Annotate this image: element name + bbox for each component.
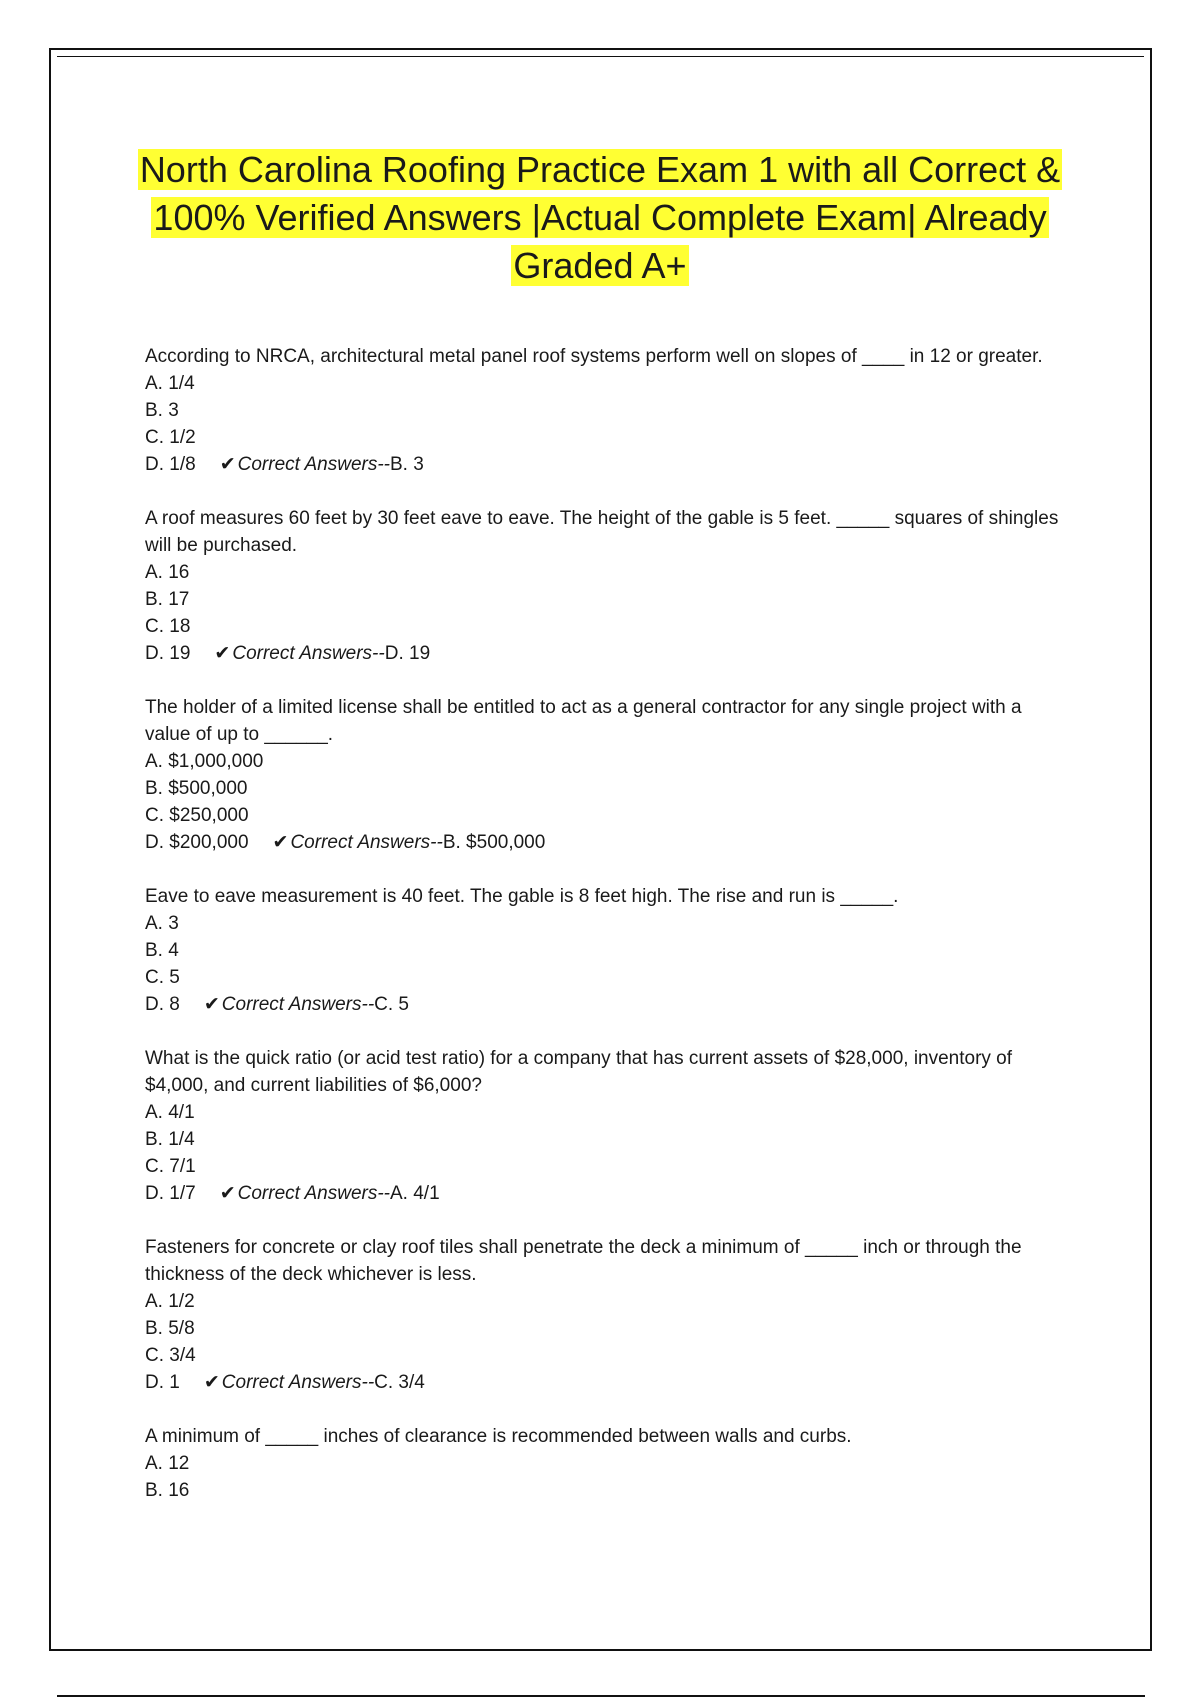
option-d-line [145, 1180, 1065, 1207]
correct-answer [204, 994, 409, 1015]
option-d-line [145, 451, 1065, 478]
check-mark-icon: ✔ [272, 832, 289, 853]
option-d: D. $200,000 [145, 832, 249, 853]
option-a: A. 1/2 [145, 1291, 195, 1312]
question-text: A minimum of _____ inches of clearance is recommended between walls and curbs. [145, 1426, 852, 1447]
question-7 [145, 1423, 1065, 1504]
answer-value: B. $500,000 [442, 832, 546, 853]
answer-prefix: Correct Answers-- [237, 1183, 390, 1204]
option-c: C. 18 [145, 616, 191, 637]
correct-answer [220, 454, 424, 475]
answer-prefix: Correct Answers-- [221, 994, 375, 1015]
correct-answer [214, 643, 430, 664]
answer-value: C. 3/4 [374, 1372, 425, 1393]
answer-prefix: Correct Answers-- [237, 454, 390, 475]
option-d: D. 8 [145, 994, 180, 1015]
page-bottom-rule [57, 1695, 1145, 1697]
option-d: D. 1/8 [145, 454, 196, 475]
check-mark-icon: ✔ [203, 994, 220, 1015]
question-4 [145, 883, 1065, 1018]
question-5 [145, 1045, 1065, 1207]
option-d-line [145, 829, 1065, 856]
option-a: A. $1,000,000 [145, 751, 264, 772]
check-mark-icon: ✔ [219, 1183, 236, 1204]
check-mark-icon: ✔ [214, 643, 231, 664]
option-d-line [145, 640, 1065, 667]
answer-prefix: Correct Answers-- [290, 832, 443, 853]
correct-answer [204, 1372, 425, 1393]
option-d-line [145, 991, 1065, 1018]
question-text: A roof measures 60 feet by 30 feet eave to eave. The height of the gable is 5 feet. _____ squares of shingles will be purchased. [145, 508, 1059, 556]
option-d: D. 1/7 [145, 1183, 196, 1204]
question-6 [145, 1234, 1065, 1396]
option-a: A. 16 [145, 562, 190, 583]
option-b: B. 1/4 [145, 1129, 195, 1150]
correct-answer [220, 1183, 440, 1204]
option-a: A. 12 [145, 1453, 190, 1474]
question-text: Fasteners for concrete or clay roof tiles shall penetrate the deck a minimum of _____ inch or through the thickness of the deck whichever is less. [145, 1237, 1022, 1285]
question-text: What is the quick ratio (or acid test ratio) for a company that has current assets of $28,000, inventory of $4,000, and current liabilities of $6,000? [145, 1048, 1013, 1096]
option-b: B. 17 [145, 589, 190, 610]
question-text: According to NRCA, architectural metal panel roof systems perform well on slopes of ____ in 12 or greater. [145, 346, 1043, 367]
check-mark-icon: ✔ [203, 1372, 220, 1393]
option-c: C. $250,000 [145, 805, 249, 826]
option-b: B. 16 [145, 1480, 190, 1501]
option-b: B. $500,000 [145, 778, 248, 799]
question-3 [145, 694, 1065, 856]
option-a: A. 3 [145, 913, 179, 934]
frame-top-rule [57, 56, 1144, 57]
question-text: The holder of a limited license shall be entitled to act as a general contractor for any single project with a value of up to ______. [145, 697, 1022, 745]
option-d: D. 19 [145, 643, 191, 664]
answer-value: D. 19 [384, 643, 431, 664]
option-a: A. 1/4 [145, 373, 195, 394]
option-b: B. 5/8 [145, 1318, 195, 1339]
option-a: A. 4/1 [145, 1102, 195, 1123]
question-2 [145, 505, 1065, 667]
question-list [145, 343, 1065, 1531]
option-c: C. 3/4 [145, 1345, 196, 1366]
answer-value: B. 3 [390, 454, 424, 475]
answer-prefix: Correct Answers-- [232, 643, 385, 664]
option-c: C. 5 [145, 967, 180, 988]
option-d-line [145, 1369, 1065, 1396]
check-mark-icon: ✔ [219, 454, 236, 475]
title-highlight: North Carolina Roofing Practice Exam 1 with all Correct & 100% Verified Answers |Actual Complete Exam| Already Graded A+ [139, 149, 1061, 286]
correct-answer [273, 832, 546, 853]
option-d: D. 1 [145, 1372, 180, 1393]
option-c: C. 1/2 [145, 427, 196, 448]
option-b: B. 3 [145, 400, 179, 421]
option-b: B. 4 [145, 940, 179, 961]
option-c: C. 7/1 [145, 1156, 196, 1177]
question-text: Eave to eave measurement is 40 feet. The gable is 8 feet high. The rise and run is _____. [145, 886, 899, 907]
answer-value: A. 4/1 [390, 1183, 440, 1204]
answer-prefix: Correct Answers-- [221, 1372, 375, 1393]
document-title [120, 146, 1080, 290]
answer-value: C. 5 [374, 994, 410, 1015]
question-1 [145, 343, 1065, 478]
